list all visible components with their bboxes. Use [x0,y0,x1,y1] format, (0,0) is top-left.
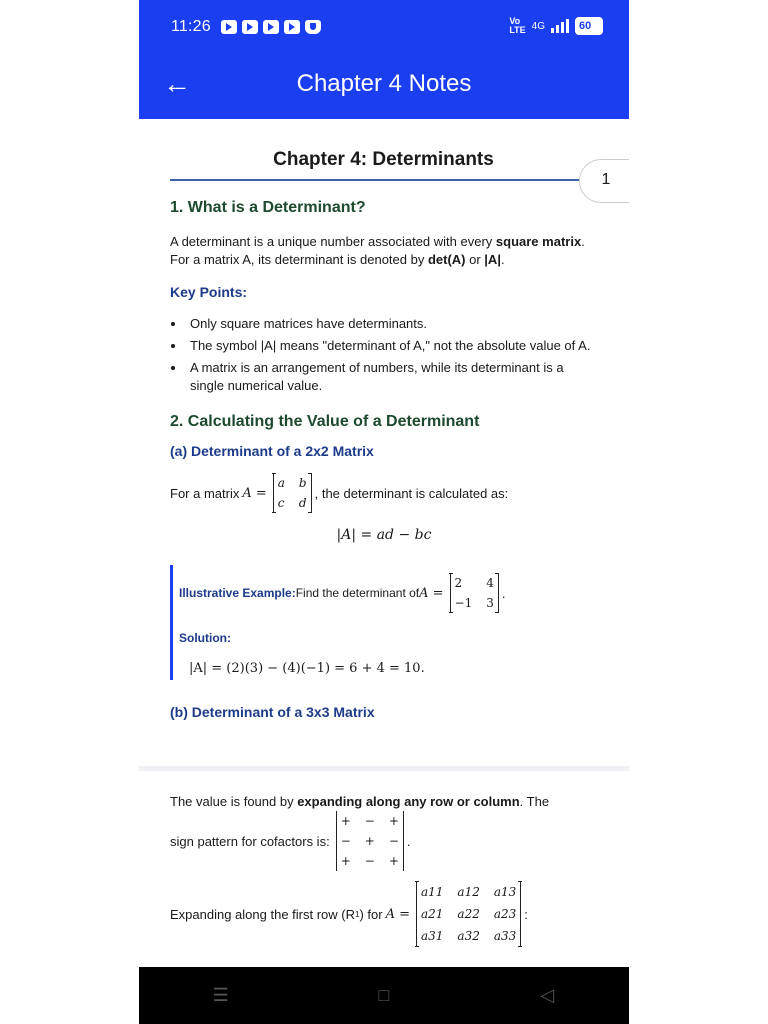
list-item: • A matrix is an arrangement of numbers, while its determinant is a single numerical value. [186,359,598,395]
navigation-bar [139,967,629,1024]
solution-label: Solution: [179,631,231,645]
page-number-badge: 1 [579,159,629,203]
sign-pattern-matrix: + − + − + − + − + [336,811,404,871]
key-points-heading: Key Points: [170,284,248,300]
volte-indicator: Vo LTE [509,16,526,35]
youtube-icon [221,20,237,34]
subsection-b-heading: (b) Determinant of a 3x3 Matrix [170,704,375,720]
subsection-a-heading: (a) Determinant of a 2x2 Matrix [170,443,374,459]
youtube-icon [263,20,279,34]
notification-icons [221,20,321,34]
matrix-definition-line: For a matrix A = a b c d , the determinant is calculated as: [170,473,598,513]
battery-icon: 60 [575,17,603,35]
determinant-formula: |A| = ad − bc [336,527,432,543]
shield-icon [305,20,321,34]
recent-apps-icon[interactable]: ☰ [212,985,229,1005]
document-title: Chapter 4: Determinants [170,149,597,181]
list-item: • The symbol |A| means "determinant of A," not the absolute value of A. [186,337,598,355]
network-type: 4G [531,20,545,32]
list-item: • Only square matrices have determinants. [186,315,598,333]
section-2-heading: 2. Calculating the Value of a Determinant [170,413,480,430]
notes-content[interactable] [139,149,629,947]
section-1-heading: 1. What is a Determinant? [170,199,366,216]
example-box: Illustrative Example: Find the determinant of A = 2 4 −1 3 . Solution: |A| = (2)(3) − (4)(−1) = 6 + 4 = 10. [170,565,598,680]
solution-equation: |A| = (2)(3) − (4)(−1) = 6 + 4 = 10. [189,661,425,676]
home-icon[interactable]: □ [378,985,390,1005]
back-arrow-icon[interactable]: ← [163,68,191,99]
back-icon[interactable]: ◁ [540,985,555,1005]
youtube-icon [284,20,300,34]
signal-icon [551,19,569,33]
page-divider [139,766,629,771]
key-points-list [170,315,598,395]
system-indicators [509,17,603,35]
matrix-3x3: a11 a12 a13 a21 a22 a23 a31 a32 a33 [416,881,521,947]
app-bar [139,55,629,119]
status-bar [139,0,629,55]
phone-screen [139,0,629,1024]
app-title: Chapter 4 Notes [296,70,472,97]
status-time: 11:26 [171,18,211,35]
expansion-paragraph: The value is found by expanding along any row or column. The [170,794,550,809]
example-label: Illustrative Example: [179,586,296,600]
example-matrix: 2 4 −1 3 [450,573,499,613]
youtube-icon [242,20,258,34]
section-1-paragraph: A determinant is a unique number associated with every square matrix. For a matrix A, its determinant is denoted by det(A) or |A|. [170,234,585,267]
matrix-2x2: a b c d [273,473,312,513]
sign-pattern-line: sign pattern for cofactors is: + − + − + − + − + . [170,811,598,871]
expansion-line: Expanding along the first row (R 1 ) for A = a11 a12 a13 a21 a22 a23 a31 a32 a33 : [170,881,598,947]
